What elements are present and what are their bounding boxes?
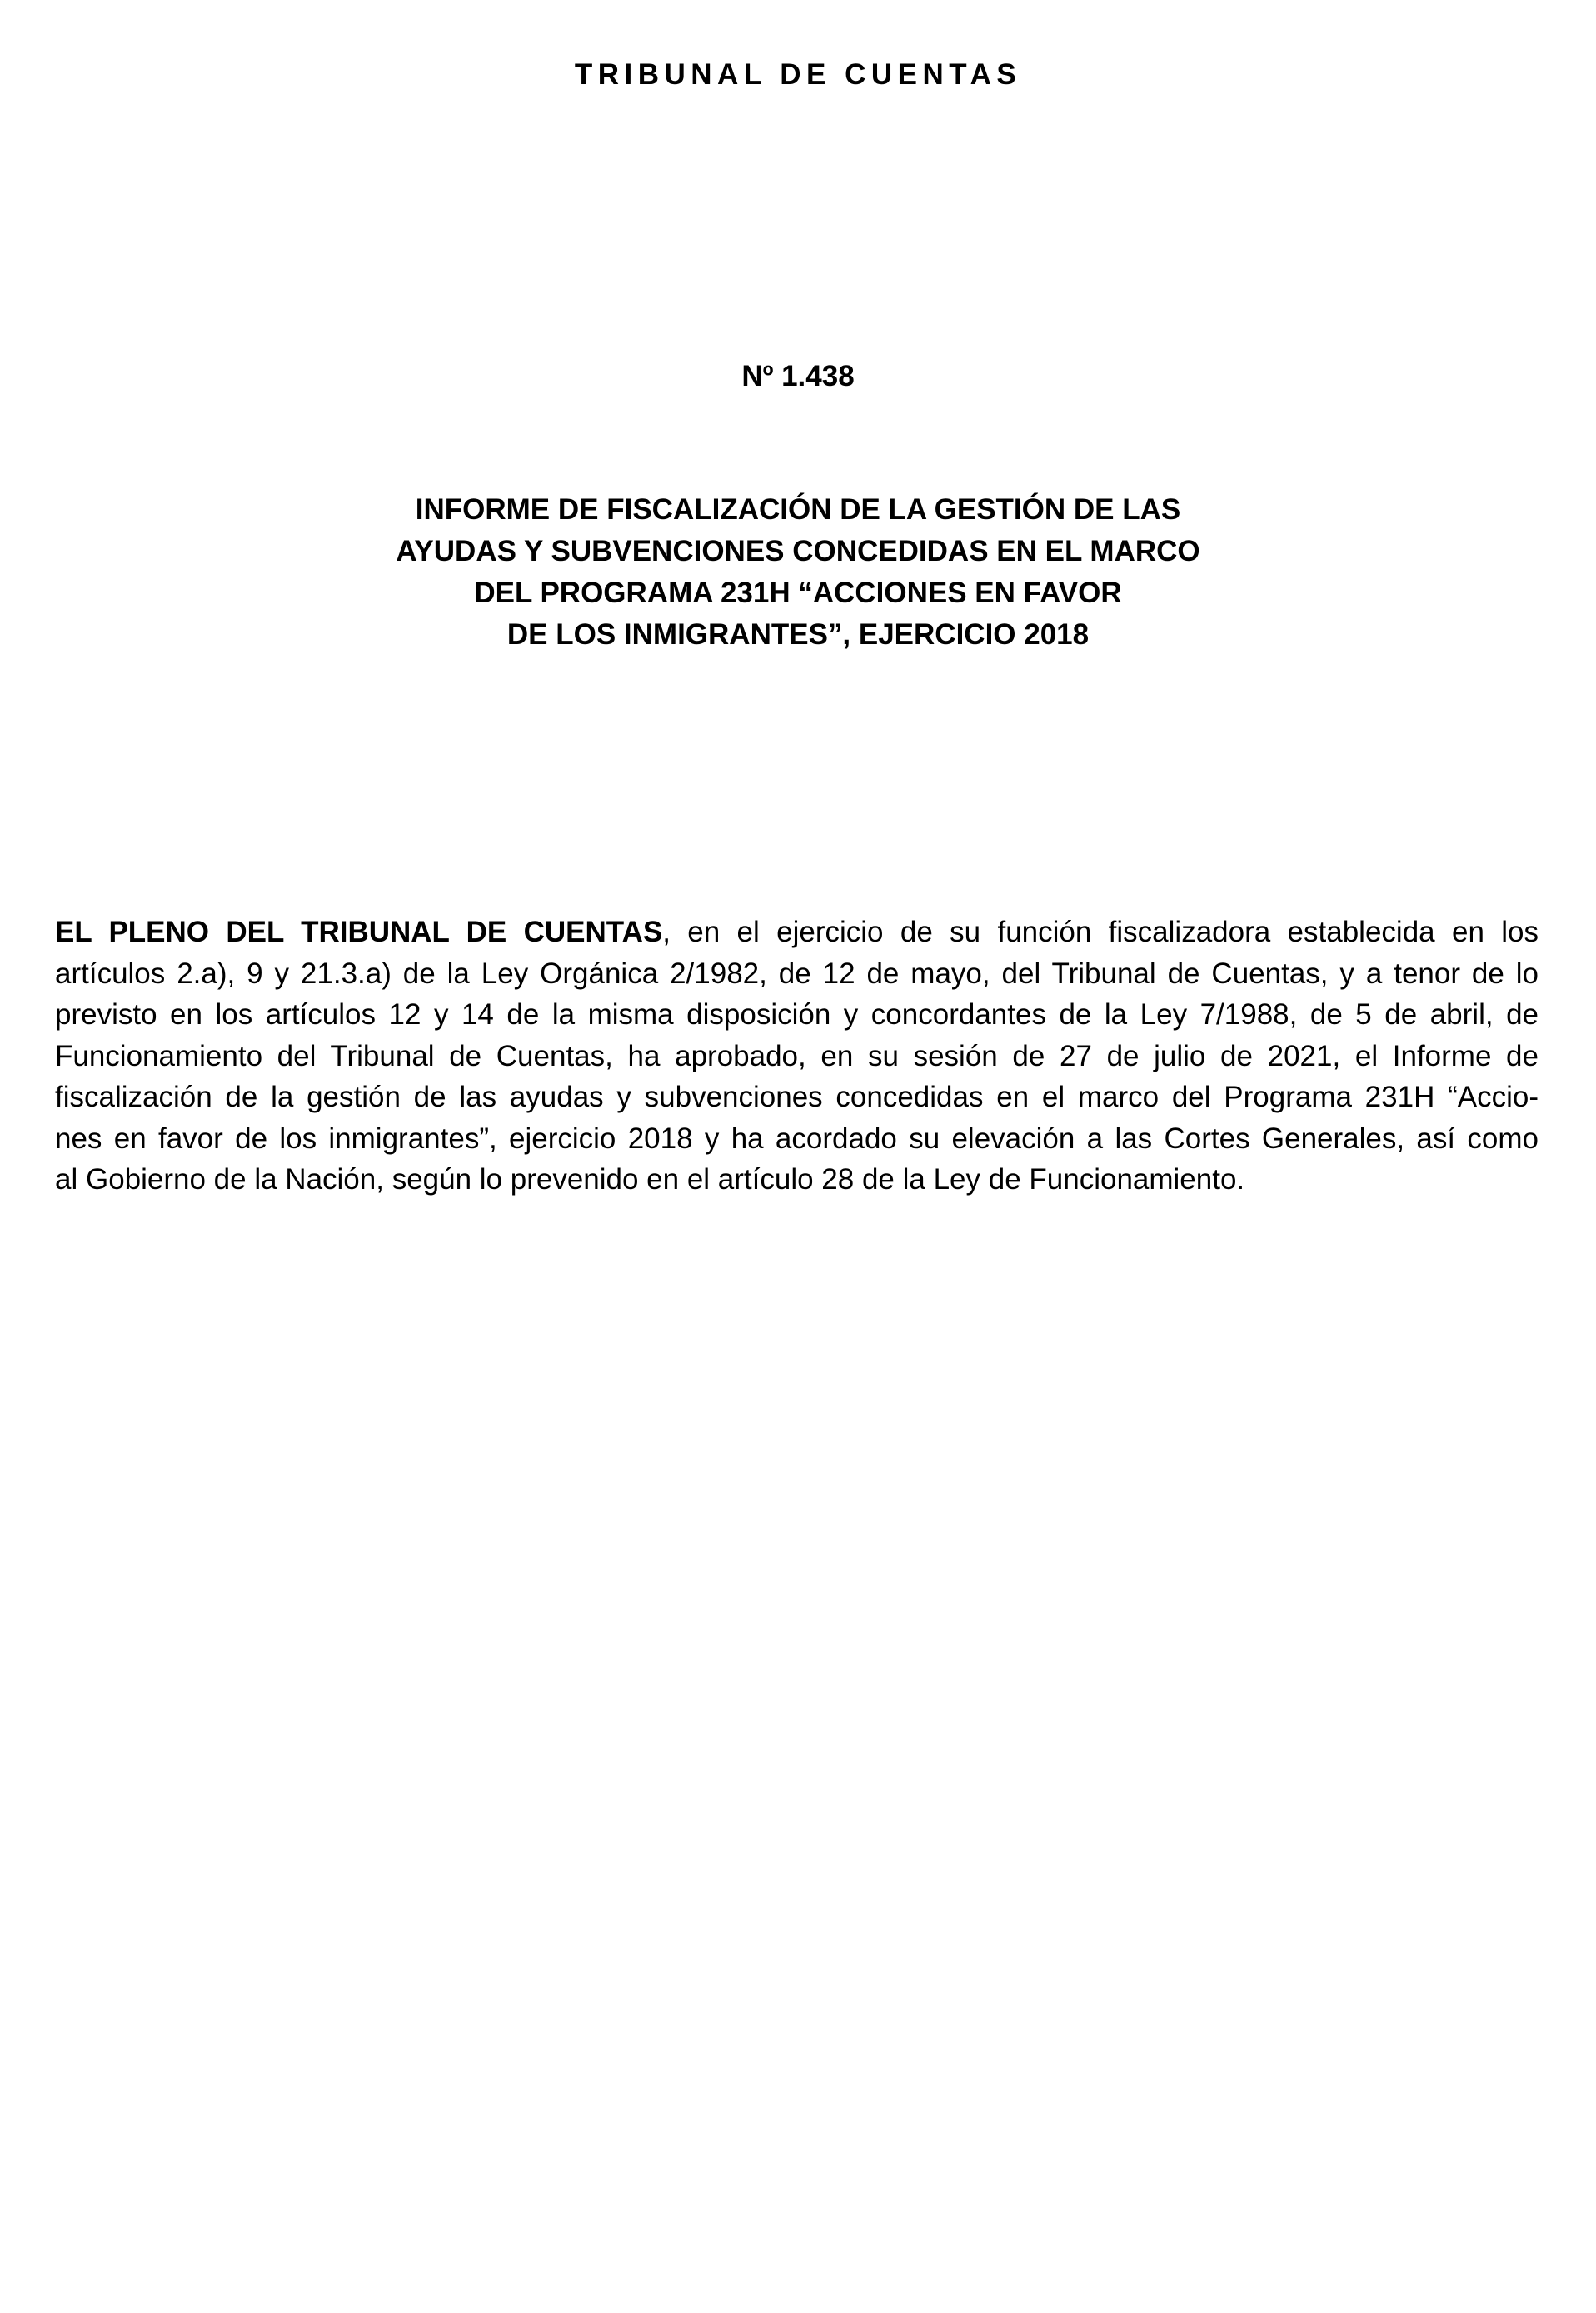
body-line: nes en favor de los inmigrantes”, ejercicio 2018 y ha acordado su elevación a las Cortes Generales, así como — [55, 1122, 1539, 1155]
title-line: DE LOS INMIGRANTES”, EJERCICIO 2018 — [506, 618, 1090, 651]
title-line: DEL PROGRAMA 231H “ACCIONES EN FAVOR — [474, 577, 1122, 609]
body-line: artículos 2.a), 9 y 21.3.a) de la Ley Orgánica 2/1982, de 12 de mayo, del Tribunal de Cuentas, y a tenor de lo — [55, 957, 1539, 990]
body-line: Funcionamiento del Tribunal de Cuentas, ha aprobado, en su sesión de 27 de julio de 2021, el Informe de — [55, 1039, 1539, 1072]
body-line: fiscalización de la gestión de las ayudas y subvenciones concedidas en el marco del Programa 231H “Accio- — [55, 1081, 1539, 1113]
body-line: al Gobierno de la Nación, según lo prevenido en el artículo 28 de la Ley de Funcionamiento. — [55, 1163, 1245, 1196]
body-line-text: , en el ejercicio de su función fiscalizadora establecida en los — [662, 916, 1539, 948]
title-line: INFORME DE FISCALIZACIÓN DE LA GESTIÓN DE LAS — [415, 493, 1181, 526]
body-paragraph — [55, 912, 1539, 1201]
title-line: AYUDAS Y SUBVENCIONES CONCEDIDAS EN EL MARCO — [396, 535, 1200, 567]
body-line: previsto en los artículos 12 y 14 de la misma disposición y concordantes de la Ley 7/1988, de 5 de abril, de — [55, 998, 1539, 1031]
body-line — [55, 912, 1539, 953]
report-number: Nº 1.438 — [741, 360, 855, 392]
report-title — [0, 489, 1596, 656]
body-lead-bold: EL PLENO DEL TRIBUNAL DE CUENTAS — [55, 916, 663, 948]
page-header: TRIBUNAL DE CUENTAS — [574, 58, 1022, 91]
